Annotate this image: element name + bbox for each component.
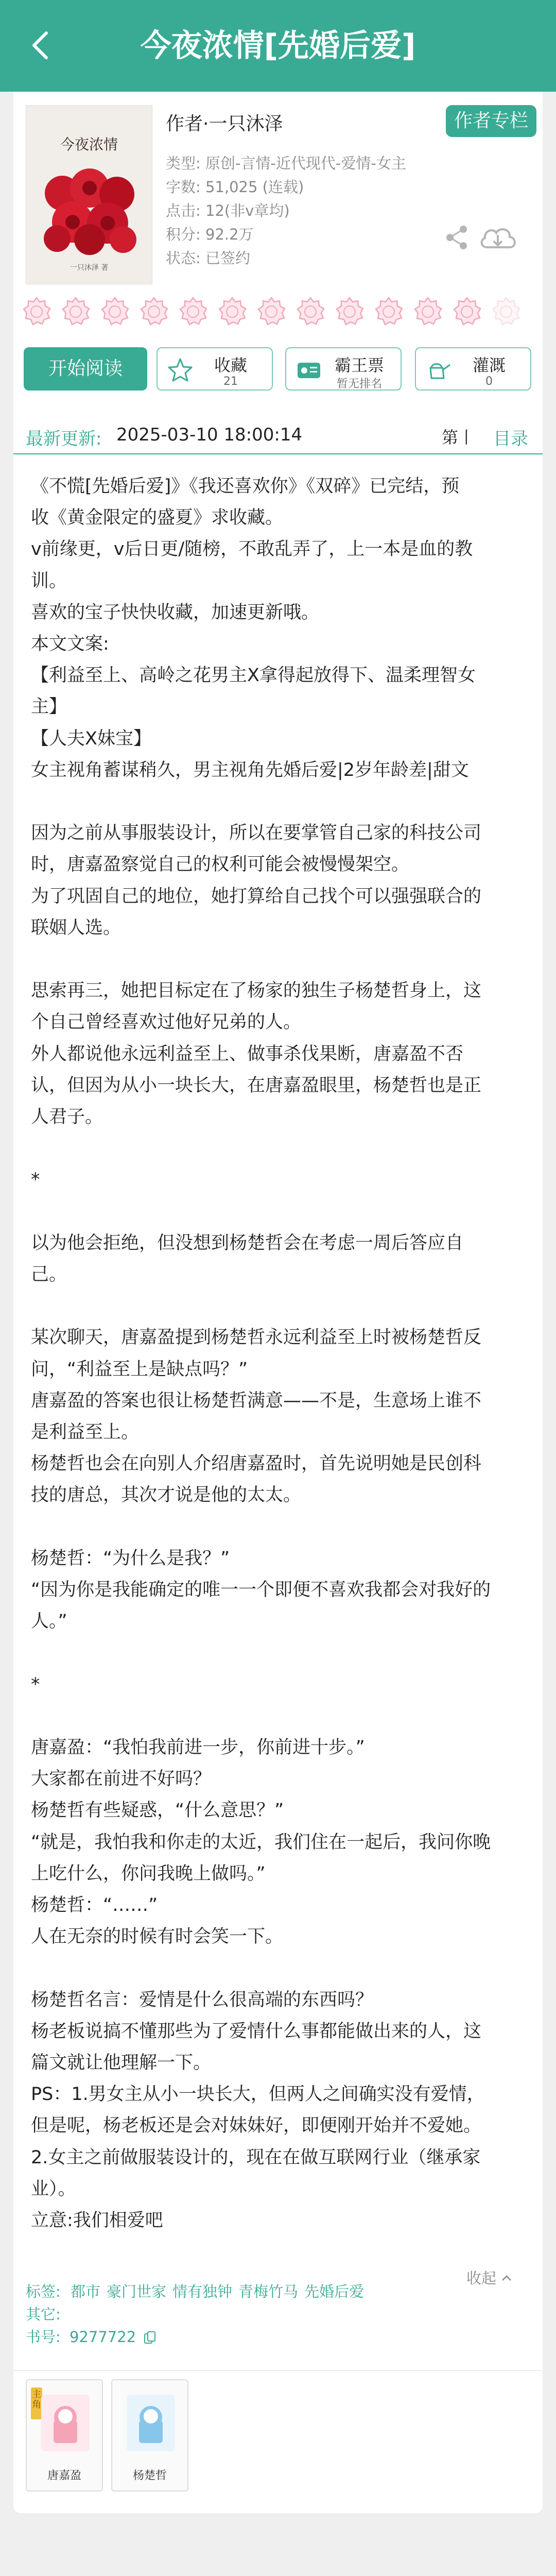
character-card-1[interactable]	[26, 2379, 103, 2492]
divider	[13, 453, 543, 454]
table-of-contents-link[interactable]: 目录	[493, 429, 528, 449]
synopsis-line	[31, 1133, 529, 1164]
synopsis-line: 《不慌[先婚后爱]》《我还喜欢你》《双碎》已完结，预	[31, 476, 460, 497]
meta-status: 状态: 已签约	[166, 249, 250, 267]
synopsis-line	[31, 1701, 529, 1732]
top-bar	[0, 0, 556, 92]
meta-type: 类型: 原创-言情-近代现代-爱情-女主	[166, 155, 406, 172]
author-name[interactable]: 作者·一只沐泽	[166, 113, 283, 134]
synopsis-line: 女主视角蓄谋稍久，男主视角先婚后爱|2岁年龄差|甜文	[31, 759, 469, 781]
book-number-row	[26, 2326, 530, 2348]
rose-illustration	[42, 167, 137, 255]
achievement-badge-icon[interactable]	[21, 296, 53, 328]
synopsis-card	[13, 412, 543, 2513]
synopsis-line: 杨楚哲：“为什么是我？”	[31, 1548, 230, 1569]
synopsis-line: 是利益至上。	[31, 1422, 140, 1443]
achievement-badge-icon[interactable]	[216, 296, 248, 328]
synopsis-line	[31, 786, 529, 818]
share-icon[interactable]	[445, 225, 468, 250]
synopsis-line: 主】	[31, 697, 67, 718]
synopsis-line: 杨楚哲名言：爱情是什么很高端的东西吗？	[31, 1989, 374, 2010]
synopsis-line: 杨楚哲：“……”	[31, 1895, 158, 1916]
cover-author: 一只沐泽 著	[70, 264, 109, 272]
tag-list	[65, 2283, 370, 2300]
synopsis-line: 2.女主之前做服装设计的，现在在做互联网行业（继承家	[31, 2147, 481, 2168]
synopsis-line: 唐嘉盈：“我怕我前进一步，你前进十步。”	[31, 1737, 365, 1758]
irrigate-label: 灌溉	[472, 355, 506, 375]
synopsis-line: 时，唐嘉盈察觉自己的权利可能会被慢慢架空。	[31, 854, 410, 875]
synopsis-line: 立意:我们相爱吧	[31, 2210, 163, 2231]
synopsis-line: 【利益至上、高岭之花男主X拿得起放得下、温柔理智女	[31, 665, 476, 686]
achievement-badge-icon[interactable]	[451, 296, 483, 328]
copy-icon[interactable]	[144, 2331, 156, 2344]
synopsis-line: PS：1.男女主从小一块长大，但两人之间确实没有爱情，	[31, 2084, 485, 2105]
meta-words: 字数: 51,025 (连载)	[166, 178, 304, 196]
synopsis-line: v前缘更，v后日更/随榜，不敢乱弄了，上一本是血的教	[31, 539, 473, 560]
synopsis-line: 喜欢的宝子快快收藏，加速更新哦。	[31, 602, 320, 623]
achievement-badge-icon[interactable]	[490, 296, 522, 328]
ticket-icon	[296, 357, 322, 383]
synopsis-line: 业）。	[31, 2178, 76, 2199]
synopsis-text	[31, 471, 529, 2236]
tag-link[interactable]: 情有独钟	[172, 2283, 233, 2300]
synopsis-line: 本文文案:	[31, 634, 109, 655]
synopsis-line: 训。	[31, 570, 67, 591]
book-cover[interactable]	[26, 105, 152, 284]
synopsis-line: 因为之前从事服装设计，所以在要掌管自己家的科技公司	[31, 823, 482, 844]
synopsis-line: 问，“利益至上是缺点吗？”	[31, 1359, 248, 1380]
irrigate-count: 0	[485, 375, 493, 388]
tag-link[interactable]: 豪门世家	[107, 2283, 167, 2300]
meta-clicks: 点击: 12(非v章均)	[166, 202, 290, 219]
tags-block	[26, 2280, 530, 2348]
synopsis-line: 上吃什么，你问我晚上做吗。”	[31, 1863, 266, 1884]
author-column-button[interactable]: 作者专栏	[446, 105, 536, 137]
synopsis-line	[31, 1291, 529, 1322]
start-reading-button[interactable]: 开始阅读	[24, 347, 147, 391]
collect-label: 收藏	[214, 355, 247, 375]
synopsis-line: 外人都说他永远利益至上、做事杀伐果断，唐嘉盈不否	[31, 1043, 464, 1064]
synopsis-line: 某次聊天，唐嘉盈提到杨楚哲永远利益至上时被杨楚哲反	[31, 1327, 482, 1348]
update-time: 2025-03-10 18:00:14	[116, 425, 303, 445]
synopsis-line	[31, 1196, 529, 1228]
book-number-label: 书号:	[26, 2328, 61, 2346]
latest-chapter-link[interactable]: 第丨	[442, 428, 475, 447]
rank-status: 暂无排名	[336, 378, 382, 391]
badge-row	[13, 296, 543, 342]
tags-row	[26, 2280, 530, 2303]
book-meta	[166, 151, 406, 270]
page-title: 今夜浓情[先婚后爱]	[140, 28, 416, 64]
synopsis-line: 杨楚哲有些疑惑，“什么意思？”	[31, 1800, 284, 1821]
overlord-ticket-label: 霸王票	[334, 355, 384, 375]
achievement-badge-icon[interactable]	[334, 296, 366, 328]
character-avatar-icon	[41, 2395, 90, 2451]
cloud-download-icon[interactable]	[478, 223, 518, 252]
update-label: 最新更新:	[26, 429, 102, 449]
synopsis-line: 人在无奈的时候有时会笑一下。	[31, 1926, 284, 1947]
synopsis-line: 收《黄金限定的盛夏》求收藏。	[31, 507, 284, 529]
tag-link[interactable]: 先婚后爱	[304, 2283, 364, 2300]
achievement-badge-icon[interactable]	[373, 296, 405, 328]
tag-link[interactable]: 都市	[71, 2283, 101, 2300]
synopsis-line: 但是呢，杨老板还是会对妹妹好，即便刚开始并不爱她。	[31, 2115, 482, 2137]
synopsis-line	[31, 944, 529, 975]
character-name: 杨楚哲	[132, 2469, 167, 2482]
character-name: 唐嘉盈	[47, 2469, 81, 2482]
watering-can-icon	[425, 357, 452, 383]
other-row	[26, 2303, 530, 2326]
book-number: 9277722	[70, 2328, 136, 2346]
synopsis-line: 大家都在前进不好吗？	[31, 1769, 212, 1790]
achievement-badge-icon[interactable]	[138, 296, 170, 328]
tag-link[interactable]: 青梅竹马	[238, 2283, 299, 2300]
synopsis-line: 技的唐总，其次才说是他的太太。	[31, 1485, 302, 1506]
synopsis-line: 【人夫X妹宝】	[31, 728, 151, 749]
other-label: 其它:	[26, 2306, 61, 2323]
synopsis-line: 以为他会拒绝，但没想到杨楚哲会在考虑一周后答应自	[31, 1232, 464, 1253]
collect-count: 21	[223, 375, 238, 388]
irrigate-button[interactable]	[415, 347, 531, 391]
synopsis-line	[31, 1637, 529, 1669]
achievement-badge-icon[interactable]	[412, 296, 444, 328]
synopsis-line: 杨老板说搞不懂那些为了爱情什么事都能做出来的人，这	[31, 2021, 482, 2042]
synopsis-line: 联姻人选。	[31, 917, 121, 938]
synopsis-line: 认，但因为从小一块长大，在唐嘉盈眼里，杨楚哲也是正	[31, 1075, 482, 1096]
character-card-2[interactable]	[111, 2379, 188, 2492]
achievement-badge-icon[interactable]	[99, 296, 131, 328]
synopsis-line: “因为你是我能确定的唯一一个即便不喜欢我都会对我好的	[31, 1580, 491, 1601]
achievement-badge-icon[interactable]	[60, 296, 92, 328]
synopsis-line: 个自己曾经喜欢过他好兄弟的人。	[31, 1012, 302, 1033]
synopsis-line: *	[31, 1674, 40, 1695]
tags-label: 标签:	[26, 2283, 61, 2300]
synopsis-line: “就是，我怕我和你走的太近，我们住在一起后，我问你晚	[31, 1832, 491, 1853]
star-icon	[167, 357, 194, 383]
collect-button[interactable]	[157, 347, 273, 391]
synopsis-line: 己。	[31, 1264, 67, 1285]
role-tag: 主角	[31, 2387, 42, 2419]
achievement-badge-icon[interactable]	[177, 296, 209, 328]
cover-title: 今夜浓情	[60, 136, 118, 153]
meta-score: 积分: 92.2万	[166, 226, 254, 243]
synopsis-line	[31, 1953, 529, 1984]
divider	[13, 2370, 543, 2371]
synopsis-line: 思索再三，她把目标定在了杨家的独生子杨楚哲身上，这	[31, 980, 482, 1002]
synopsis-line	[31, 1512, 529, 1543]
character-avatar-icon	[127, 2395, 175, 2451]
synopsis-line: 人君子。	[31, 1107, 103, 1128]
achievement-badge-icon[interactable]	[255, 296, 287, 328]
overlord-ticket-button[interactable]	[285, 347, 402, 391]
achievement-badge-icon[interactable]	[294, 296, 326, 328]
synopsis-line: 为了巩固自己的地位，她打算给自己找个可以强强联合的	[31, 886, 482, 907]
synopsis-line: 篇文就让他理解一下。	[31, 2053, 212, 2074]
synopsis-line: 人。”	[31, 1611, 67, 1632]
latest-update-row	[26, 421, 530, 452]
collapse-label: 收起	[466, 2269, 497, 2287]
synopsis-line: 唐嘉盈的答案也很让杨楚哲满意——不是，生意场上谁不	[31, 1390, 482, 1411]
synopsis-line: 杨楚哲也会在向别人介绍唐嘉盈时，首先说明她是民创科	[31, 1453, 482, 1475]
synopsis-line: *	[31, 1170, 40, 1191]
